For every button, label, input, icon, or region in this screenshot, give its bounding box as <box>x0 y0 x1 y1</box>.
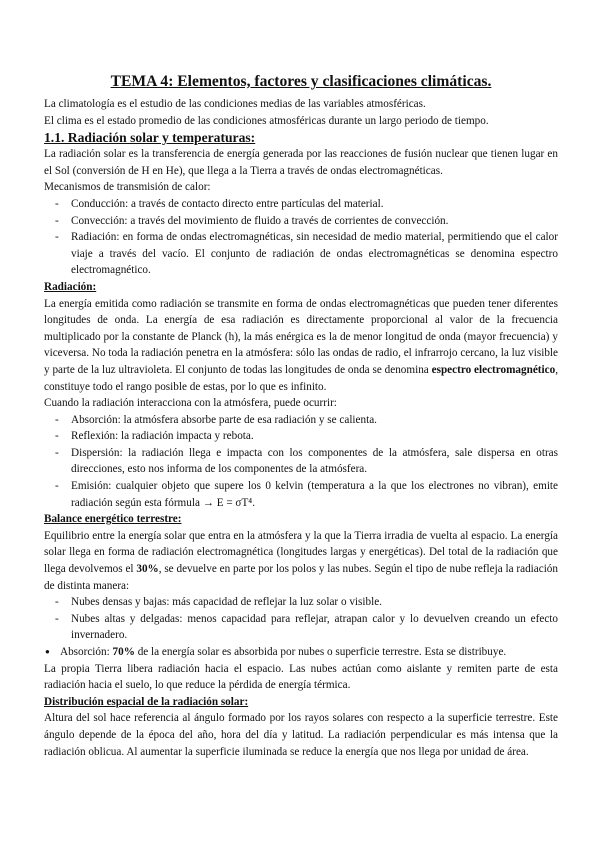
espectro-term: espectro electromagnético <box>431 363 556 376</box>
list-item: - Reflexión: la radiación impacta y rebota. <box>71 428 558 445</box>
mechanisms-intro: Mecanismos de transmisión de calor: <box>44 181 211 194</box>
earth-radiation-paragraph: La propia Tierra libera radiación hacia el espacio. Las nubes actúan como aislante y remiten parte de esta radiación hacia el suelo, lo que reduce la pérdida de energía térmica. <box>44 662 558 692</box>
list-item: - Convección: a través del movimiento de fluido a través de corrientes de convección. <box>71 213 558 230</box>
interaction-intro: Cuando la radiación interacciona con la atmósfera, puede ocurrir: <box>44 397 337 410</box>
intro-line-clima: El clima es el estado promedio de las condiciones atmosféricas durante un largo periodo de tiempo. <box>44 114 489 127</box>
absorption-percent: 70% <box>112 646 135 658</box>
list-item: - Nubes densas y bajas: más capacidad de reflejar la luz solar o visible. <box>71 594 558 611</box>
subheading-distribucion: Distribución espacial de la radiación solar: <box>44 695 249 708</box>
balance-paragraph <box>44 528 558 594</box>
list-item: - Nubes altas y delgadas: menos capacidad para reflejar, atrapan calor y lo devuelven creando un efecto invernadero. <box>71 611 558 644</box>
list-item <box>60 644 558 661</box>
distribucion-paragraph: Altura del sol hace referencia al ángulo formado por los rayos solares con respecto a la superficie terrestre. Este ángulo depende de la época del año, hora del día y latitud. La radiación perpendicular es más intensa que la radiación oblicua. Al aumentar la superficie iluminada se reduce la energía que nos llega por unidad de área. <box>44 712 558 758</box>
balance-percent: 30% <box>136 563 159 576</box>
list-item: - Emisión: cualquier objeto que supere los 0 kelvin (temperatura a la que los electrones no vibran), emite radiación según esta fórmula → E = σT⁴. <box>71 478 558 511</box>
radiacion-paragraph-end: , constituye todo el rango posible de estas, por lo que es infinito. <box>44 363 558 393</box>
balance-paragraph-start: Equilibrio entre la energía solar que entra en la atmósfera y la que la Tierra irradia de vuelta al espacio. La energía solar llega en forma de radiación electromagnética (longitudes largas y energéticas). Del total de la radiación que llega devolvemos el <box>44 529 558 576</box>
page-title: TEMA 4: Elementos, factores y clasificaciones climáticas. <box>110 73 492 90</box>
radiacion-solar-paragraph: La radiación solar es la transferencia de energía generada por las reacciones de fusión nuclear que tienen lugar en el Sol (conversión de H en He), que llega a la Tierra a través de ondas electromagnéticas. <box>44 148 558 177</box>
list-item: - Conducción: a través de contacto directo entre partículas del material. <box>71 196 558 213</box>
balance-paragraph-end: , se devuelve en parte por los polos y las nubes. Según el tipo de nube refleja la radiación de distinta manera: <box>44 563 558 592</box>
subheading-balance: Balance energético terrestre: <box>44 513 182 526</box>
clouds-list <box>44 594 558 644</box>
list-item: - Absorción: la atmósfera absorbe parte de esa radiación y se calienta. <box>71 412 558 429</box>
mechanisms-list <box>44 196 558 279</box>
interactions-list <box>44 412 558 512</box>
absorption-label: Absorción: <box>60 646 113 658</box>
radiacion-paragraph-start: La energía emitida como radiación se transmite en forma de ondas electromagnéticas que pueden tener diferentes longitudes de onda. La energía de esa radiación es directamente proporcional al valor de la frecuencia multiplicado por la constante de Planck (h), la más enérgica es la de menor longitud de onda (mayor frecuencia) y viceversa. No toda la radiación penetra en la atmósfera: sólo las ondas de radio, el infrarrojo cercano, la luz visible y parte de la luz ultravioleta. El conjunto de todas las longitudes de onda se denomina <box>44 297 558 376</box>
intro-line-climatologia: La climatología es el estudio de las condiciones medias de las variables atmosféricas. <box>44 98 426 110</box>
section-heading-radiacion-solar: 1.1. Radiación solar y temperaturas: <box>44 130 256 146</box>
list-item: - Dispersión: la radiación llega e impacta con los componentes de la atmósfera, sale dispersa en otras direcciones, esto nos informa de los componentes de la atmósfera. <box>71 445 558 478</box>
radiacion-paragraph <box>44 296 558 396</box>
subheading-radiacion: Radiación: <box>44 280 97 293</box>
absorption-text: de la energía solar es absorbida por nubes o superficie terrestre. Esta se distribuye. <box>134 646 507 658</box>
absorption-list <box>44 644 558 661</box>
list-item: - Radiación: en forma de ondas electromagnéticas, sin necesidad de medio material, permitiendo que el calor viaje a través del vacío. El conjunto de radiación de ondas electromagnéticas se denomina espectro electromagnético. <box>71 229 558 279</box>
